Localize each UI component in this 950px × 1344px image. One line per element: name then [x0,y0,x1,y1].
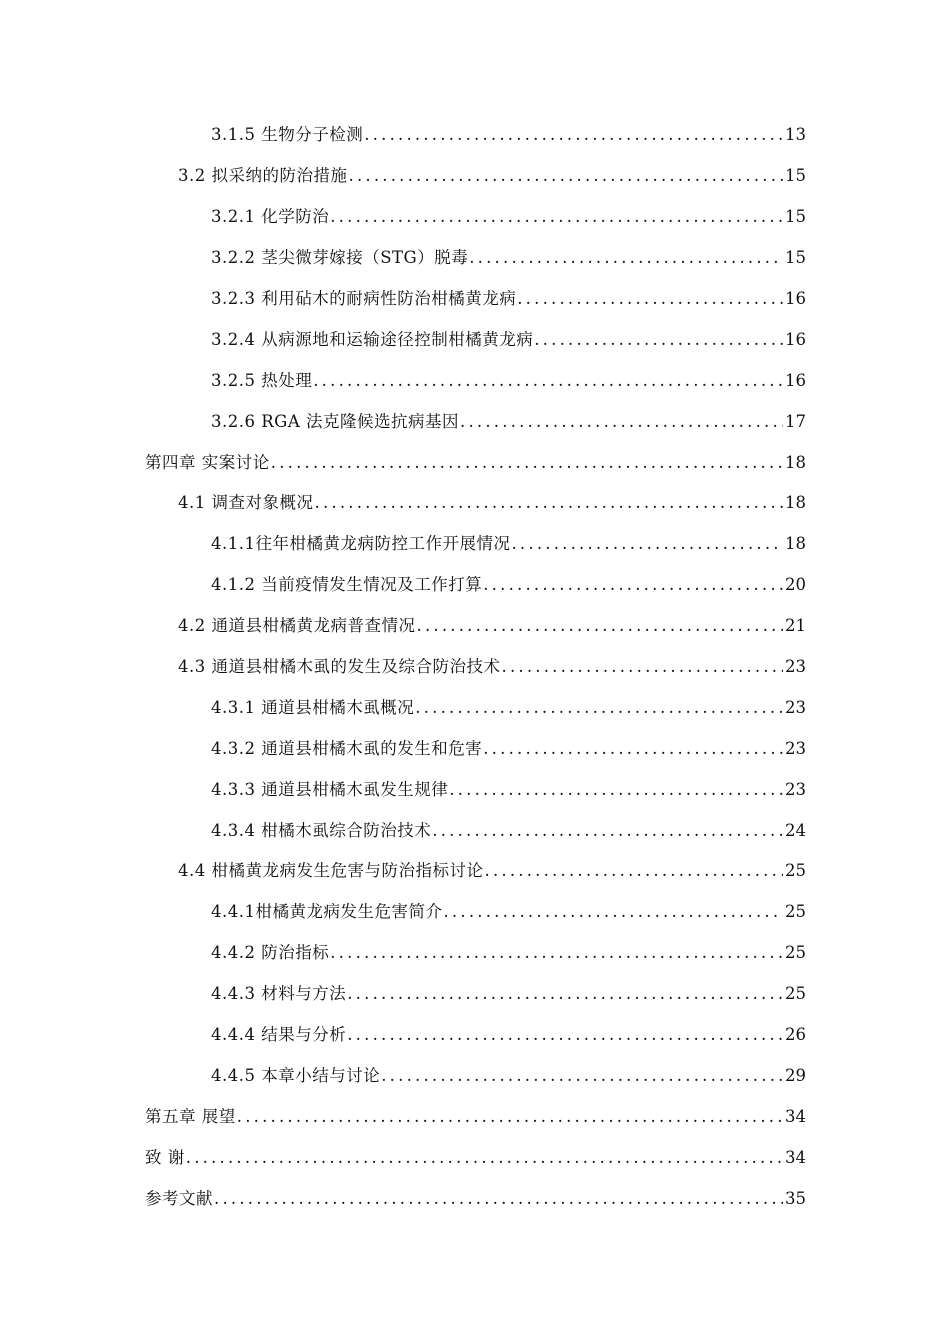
toc-entry-title: 3.2.3 利用砧木的耐病性防治柑橘黄龙病 [211,289,517,308]
toc-entry[interactable] [0,1096,950,1137]
toc-dot-leader [381,1065,783,1087]
toc-page-number: 17 [785,411,806,431]
toc-entry[interactable] [0,360,950,401]
toc-entry-title: 3.2.5 热处理 [211,370,313,390]
toc-page-number: 24 [785,820,806,840]
toc-entry[interactable] [0,851,950,892]
toc-dot-leader [315,492,784,514]
table-of-contents [0,115,950,1219]
toc-page-number: 25 [785,943,806,963]
toc-entry[interactable] [0,892,950,933]
toc-dot-leader [417,615,784,637]
toc-entry[interactable] [0,687,950,728]
toc-entry-title: 第五章 展望 [145,1106,236,1126]
toc-page-number: 13 [785,125,806,145]
toc-entry-title: 4.3.3 通道县柑橘木虱发生规律 [211,779,449,799]
toc-entry-title: 4.3 通道县柑橘木虱的发生及综合防治技术 [178,657,501,677]
toc-entry[interactable] [0,442,950,483]
toc-entry[interactable] [0,933,950,974]
toc-page-number: 23 [785,697,806,717]
toc-entry-title: 第四章 实案讨论 [145,452,270,472]
toc-entry[interactable] [0,483,950,524]
toc-entry[interactable] [0,1055,950,1096]
toc-dot-leader [364,124,783,146]
toc-dot-leader [347,983,783,1005]
toc-entry-title: 3.2 拟采纳的防治措施 [178,166,348,186]
toc-dot-leader [186,1147,783,1169]
toc-entry[interactable] [0,769,950,810]
toc-dot-leader [460,411,783,433]
toc-page-number: 16 [785,370,806,390]
toc-dot-leader [534,329,783,351]
toc-page-number: 21 [785,616,806,636]
toc-dot-leader [349,165,784,187]
toc-dot-leader [483,574,783,596]
toc-entry[interactable] [0,319,950,360]
toc-entry[interactable] [0,238,950,279]
toc-entry[interactable] [0,647,950,688]
toc-dot-leader [485,860,784,882]
toc-page-number: 25 [785,861,806,881]
toc-page-number: 35 [785,1188,806,1208]
toc-entry[interactable] [0,1178,950,1219]
toc-dot-leader [271,452,783,474]
toc-dot-leader [511,533,783,555]
toc-dot-leader [330,206,783,228]
toc-entry-title: 参考文献 [145,1188,213,1208]
toc-entry-title: 4.1.2 当前疫情发生情况及工作打算 [211,575,483,595]
toc-entry[interactable] [0,156,950,197]
toc-entry[interactable] [0,974,950,1015]
toc-page-number: 16 [785,329,806,349]
toc-page-number: 18 [785,493,806,513]
toc-page-number: 18 [785,452,806,472]
toc-page-number: 15 [785,166,806,186]
toc-page-number: 34 [785,1147,806,1167]
toc-entry-title: 3.2.4 从病源地和运输途径控制柑橘黄龙病 [211,329,534,349]
toc-entry-title: 4.4.5 本章小结与讨论 [211,1065,381,1085]
toc-entry-title: 3.1.5 生物分子检测 [211,125,364,145]
toc-page-number: 20 [785,575,806,595]
toc-dot-leader [313,370,783,392]
toc-entry-title: 4.4.4 结果与分析 [211,1025,347,1045]
toc-dot-leader [483,738,783,760]
toc-dot-leader [502,656,784,678]
toc-entry-title: 3.2.1 化学防治 [211,207,330,227]
toc-dot-leader [415,697,783,719]
toc-entry-title: 3.2.6 RGA 法克隆候选抗病基因 [211,411,459,431]
toc-page-number: 25 [785,902,806,922]
toc-dot-leader [517,288,783,310]
toc-dot-leader [443,901,783,923]
toc-entry[interactable] [0,606,950,647]
toc-entry-title: 4.4.3 材料与方法 [211,984,347,1004]
toc-page-number: 18 [785,534,806,554]
toc-page-number: 23 [785,779,806,799]
toc-entry[interactable] [0,728,950,769]
toc-entry-title: 致 谢 [145,1147,185,1167]
toc-entry-title: 4.1 调查对象概况 [178,493,314,513]
toc-entry[interactable] [0,565,950,606]
toc-entry[interactable] [0,279,950,320]
toc-entry[interactable] [0,115,950,156]
toc-entry-title: 4.4 柑橘黄龙病发生危害与防治指标讨论 [178,861,484,881]
toc-page-number: 16 [785,289,806,308]
toc-entry[interactable] [0,197,950,238]
toc-page-number: 29 [785,1065,806,1085]
toc-page-number: 15 [785,248,806,268]
toc-entry-title: 4.2 通道县柑橘黄龙病普查情况 [178,616,416,636]
toc-entry[interactable] [0,401,950,442]
toc-entry-title: 4.4.2 防治指标 [211,943,330,963]
toc-page-number: 26 [785,1025,806,1045]
toc-entry-title: 4.3.4 柑橘木虱综合防治技术 [211,820,432,840]
toc-entry[interactable] [0,524,950,565]
toc-page-number: 34 [785,1106,806,1126]
toc-entry[interactable] [0,1015,950,1056]
toc-page-number: 23 [785,657,806,677]
toc-page-number: 25 [785,984,806,1004]
toc-dot-leader [330,942,783,964]
toc-dot-leader [237,1106,783,1128]
toc-page-number: 15 [785,207,806,227]
toc-entry-title: 3.2.2 茎尖微芽嫁接（STG）脱毒 [211,248,469,268]
toc-dot-leader [449,779,783,801]
toc-entry-title: 4.3.2 通道县柑橘木虱的发生和危害 [211,738,483,758]
toc-dot-leader [347,1024,783,1046]
toc-page-number: 23 [785,738,806,758]
toc-entry[interactable] [0,810,950,851]
toc-entry-title: 4.3.1 通道县柑橘木虱概况 [211,697,415,717]
toc-dot-leader [432,820,783,842]
toc-entry-title: 4.4.1柑橘黄龙病发生危害简介 [211,902,443,922]
toc-dot-leader [214,1188,783,1210]
toc-entry-title: 4.1.1往年柑橘黄龙病防控工作开展情况 [211,534,511,554]
toc-dot-leader [469,247,783,269]
toc-entry[interactable] [0,1137,950,1178]
